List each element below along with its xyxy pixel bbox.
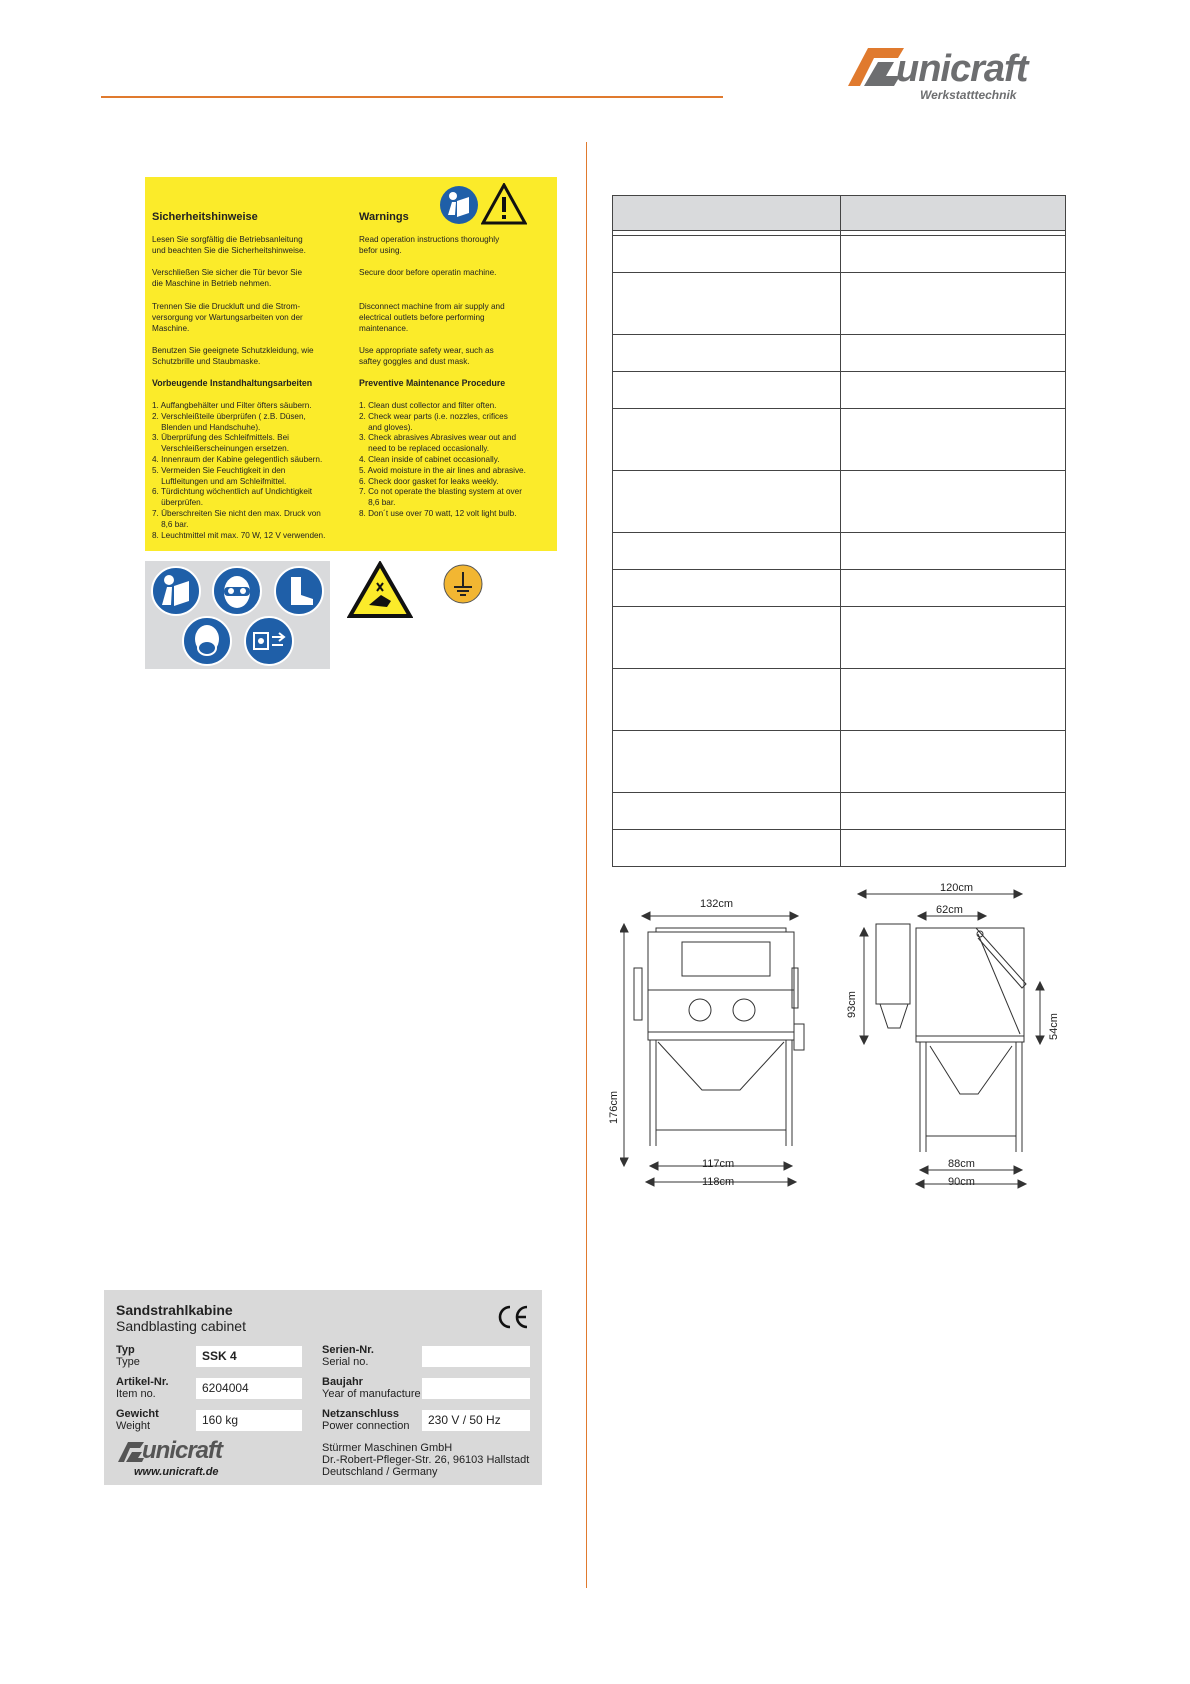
warning-de-2: Verschließen Sie sicher die Tür bevor Sie die Maschine in Betrieb nehmen.	[152, 268, 303, 288]
table-row	[613, 830, 1066, 867]
table-cell	[613, 533, 841, 570]
ground-earth-icon	[442, 563, 484, 605]
warning-en-3: Disconnect machine from air supply and electrical outlets before performing maintenance.	[359, 302, 505, 333]
company-street: Dr.-Robert-Pfleger-Str. 26, 96103 Hallstadt	[322, 1454, 530, 1466]
table-cell	[613, 793, 841, 830]
nameplate-title-de: Sandstrahlkabine	[116, 1302, 233, 1318]
table-row	[613, 236, 1066, 273]
table-cell	[841, 372, 1066, 409]
table-row	[613, 409, 1066, 471]
table-row	[613, 731, 1066, 793]
warning-de-3: Trennen Sie die Druckluft und die Strom- versorgung vor Wartungsarbeiten von der Maschine.	[152, 302, 303, 333]
table-row	[613, 372, 1066, 409]
year-label-en: Year of manufacture	[322, 1388, 421, 1400]
dim-side-window-height: 54cm	[1048, 1013, 1060, 1040]
year-label: Baujahr	[322, 1376, 363, 1388]
serial-label: Serien-Nr.	[322, 1344, 374, 1356]
type-value: SSK 4	[196, 1346, 302, 1367]
table-cell	[613, 409, 841, 471]
table-cell	[841, 335, 1066, 372]
table-row	[613, 570, 1066, 607]
spec-table	[612, 195, 1066, 867]
table-cell	[613, 669, 841, 731]
type-label: Typ	[116, 1344, 135, 1356]
maintenance-list-en: 1. Clean dust collector and filter often. 2. Check wear parts (i.e. nozzles, crifices and gloves). 3. Check abrasives Abrasives wear out and need to be replaced occasionally. 4. Clean inside of cabinet occasionally. 5. Avoid moisture in the air lines and abrasive. 6. Check door gasket for leaks weekly. 7. Co not operate the blasting system at over 8,6 bar. 8. Don´t use over 70 watt, 12 volt light bulb.	[359, 401, 526, 518]
dim-front-height: 176cm	[608, 1090, 620, 1124]
table-cell	[841, 731, 1066, 793]
dim-side-total-width: 120cm	[940, 882, 974, 894]
safety-boots-icon	[273, 565, 325, 617]
table-row	[613, 607, 1066, 669]
table-cell	[841, 409, 1066, 471]
dim-side-body-width: 62cm	[936, 904, 963, 916]
article-label-en: Item no.	[116, 1388, 156, 1400]
company-name: Stürmer Maschinen GmbH	[322, 1442, 453, 1454]
table-cell	[841, 793, 1066, 830]
power-label-en: Power connection	[322, 1420, 410, 1432]
weight-value: 160 kg	[196, 1410, 302, 1431]
article-value: 6204004	[196, 1378, 302, 1399]
table-header-cell	[841, 196, 1066, 231]
table-row	[613, 793, 1066, 830]
dim-side-bottom-inner: 88cm	[948, 1158, 975, 1170]
safety-goggles-icon	[211, 565, 263, 617]
table-row	[613, 533, 1066, 570]
weight-label-en: Weight	[116, 1420, 151, 1432]
hand-injury-warning-icon	[347, 561, 413, 619]
side-view-drawing	[850, 884, 1050, 1190]
dim-front-width: 132cm	[700, 898, 734, 910]
table-cell	[841, 607, 1066, 669]
table-cell	[841, 830, 1066, 867]
table-cell	[841, 570, 1066, 607]
ce-mark-icon	[496, 1304, 530, 1330]
machine-nameplate	[104, 1290, 542, 1485]
warning-title-en: Warnings	[359, 211, 409, 223]
table-row	[613, 471, 1066, 533]
table-cell	[841, 236, 1066, 273]
table-cell	[841, 669, 1066, 731]
weight-label: Gewicht	[116, 1408, 159, 1420]
table-cell	[613, 372, 841, 409]
table-cell	[613, 607, 841, 669]
table-header-row	[613, 196, 1066, 231]
disconnect-plug-icon	[243, 615, 295, 667]
dust-mask-icon	[181, 615, 233, 667]
maintenance-title-en: Preventive Maintenance Procedure	[359, 378, 506, 388]
serial-label-en: Serial no.	[322, 1356, 369, 1368]
logo-subtitle: Werkstatttechnik	[920, 88, 1017, 102]
table-cell	[613, 273, 841, 335]
table-row	[613, 273, 1066, 335]
table-row	[613, 335, 1066, 372]
table-cell	[841, 273, 1066, 335]
read-manual-icon	[439, 185, 479, 225]
table-cell	[613, 335, 841, 372]
dim-front-bottom-inner: 117cm	[702, 1158, 735, 1170]
table-cell	[613, 731, 841, 793]
table-cell	[613, 471, 841, 533]
column-divider	[586, 142, 587, 1588]
warning-triangle-icon	[481, 183, 527, 225]
warning-de-1: Lesen Sie sorgfältig die Betriebsanleitung und beachten Sie die Sicherheitshinweise.	[152, 235, 306, 255]
warning-label	[145, 177, 557, 551]
maintenance-list-de: 1. Auffangbehälter und Filter öfters säubern. 2. Verschleißteile überprüfen ( z.B. Düsen, Blenden und Handschuhe). 3. Überprüfung des Schleifmittels. Bei Verschleißerscheinungen ersetzen. 4. Innenraum der Kabine gelegentlich säubern. 5. Vermeiden Sie Feuchtigkeit in den Luftleitungen und am Schleifmittel. 6. Türdichtung wöchentlich auf Undichtigkeit überprüfen. 7. Überschreiten Sie nicht den max. Druck von 8,6 bar. 8. Leuchtmittel mit max. 70 W, 12 V verwenden.	[152, 401, 326, 540]
warning-en-2: Secure door before operatin machine.	[359, 268, 497, 277]
front-view-drawing	[620, 880, 820, 1190]
article-label: Artikel-Nr.	[116, 1376, 169, 1388]
header-rule	[101, 96, 723, 98]
warning-de-4: Benutzen Sie geeignete Schutzkleidung, wie Schutzbrille und Staubmaske.	[152, 346, 314, 366]
year-value	[422, 1378, 530, 1399]
type-label-en: Type	[116, 1356, 140, 1368]
power-label: Netzanschluss	[322, 1408, 400, 1420]
table-cell	[613, 830, 841, 867]
nameplate-title-en: Sandblasting cabinet	[116, 1318, 246, 1334]
dim-front-bottom-outer: 118cm	[702, 1176, 735, 1188]
nameplate-website: www.unicraft.de	[134, 1466, 219, 1478]
table-row	[613, 669, 1066, 731]
table-header-cell	[613, 196, 841, 231]
serial-value	[422, 1346, 530, 1367]
pictogram-panel	[145, 561, 330, 669]
table-cell	[613, 236, 841, 273]
table-cell	[841, 471, 1066, 533]
warning-title-de: Sicherheitshinweise	[152, 211, 258, 223]
table-cell	[841, 533, 1066, 570]
warning-en-1: Read operation instructions thoroughly befor using.	[359, 235, 500, 255]
dim-side-hopper-height: 93cm	[846, 991, 858, 1018]
read-manual-icon	[150, 565, 202, 617]
table-cell	[613, 570, 841, 607]
warning-en-4: Use appropriate safety wear, such as saftey goggles and dust mask.	[359, 346, 494, 366]
nameplate-brand: unicraft	[142, 1437, 223, 1464]
logo-wordmark: unicraft	[896, 48, 1028, 90]
power-value: 230 V / 50 Hz	[422, 1410, 530, 1431]
maintenance-title-de: Vorbeugende Instandhaltungsarbeiten	[152, 378, 313, 388]
company-country: Deutschland / Germany	[322, 1466, 438, 1478]
dim-side-bottom-outer: 90cm	[948, 1176, 975, 1188]
